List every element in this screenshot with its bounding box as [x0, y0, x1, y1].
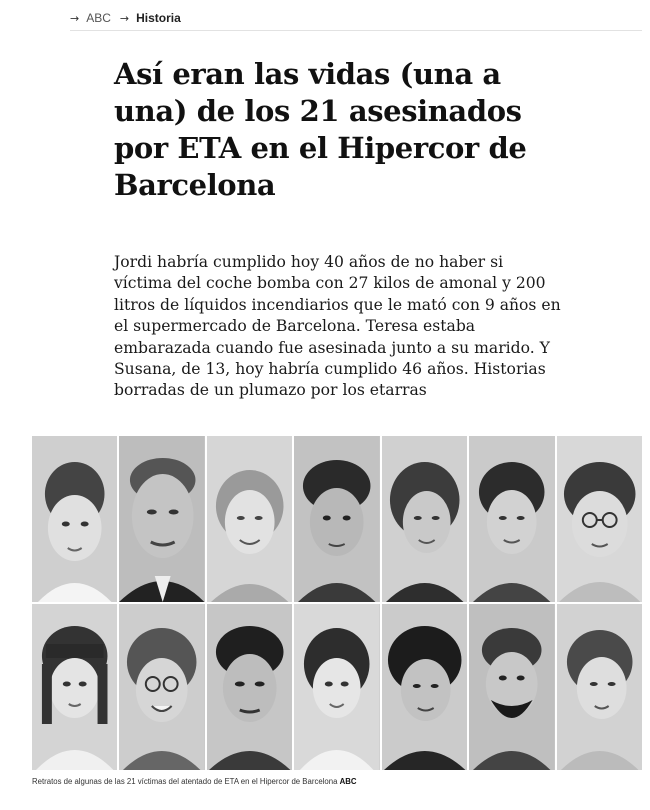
- breadcrumb-item-abc[interactable]: ABC: [86, 11, 111, 25]
- breadcrumb: [70, 6, 642, 31]
- portrait-photo: [469, 604, 554, 770]
- portrait-photo: [469, 436, 554, 602]
- portrait-photo: [207, 604, 292, 770]
- portrait-photo: [32, 604, 117, 770]
- portrait-photo: [382, 604, 467, 770]
- article-lede: Jordi habría cumplido hoy 40 años de no haber si víctima del coche bomba con 27 kilos de amonal y 200 litros de líquidos incendiarios que le mató con 9 años en el supermercado de Barcelona. Teresa estaba embarazada cuando fue asesinada junto a su marido. Y Susana, de 13, hoy habría cumplido 46 años. Historias borradas de un plumazo por los etarras: [114, 253, 561, 400]
- arrow-right-icon: →: [119, 11, 130, 25]
- caption-text: Retratos de algunas de las 21 víctimas del atentado de ETA en el Hipercor de Barcelona: [32, 777, 338, 786]
- portrait-photo: [32, 436, 117, 602]
- portrait-photo: [119, 436, 204, 602]
- portrait-photo: [294, 604, 379, 770]
- photo-caption: [32, 777, 357, 786]
- portrait-photo: [557, 436, 642, 602]
- article-headline: Así eran las vidas (una a una) de los 21 asesinados por ETA en el Hipercor de Barcelona: [114, 57, 527, 202]
- portrait-photo: [119, 604, 204, 770]
- portrait-photo: [557, 604, 642, 770]
- photo-credit: ABC: [339, 777, 357, 786]
- portrait-photo: [207, 436, 292, 602]
- arrow-right-icon: →: [70, 11, 80, 25]
- victims-portrait-grid: [32, 436, 642, 770]
- breadcrumb-item-historia[interactable]: Historia: [136, 11, 181, 25]
- portrait-photo: [382, 436, 467, 602]
- portrait-photo: [294, 436, 379, 602]
